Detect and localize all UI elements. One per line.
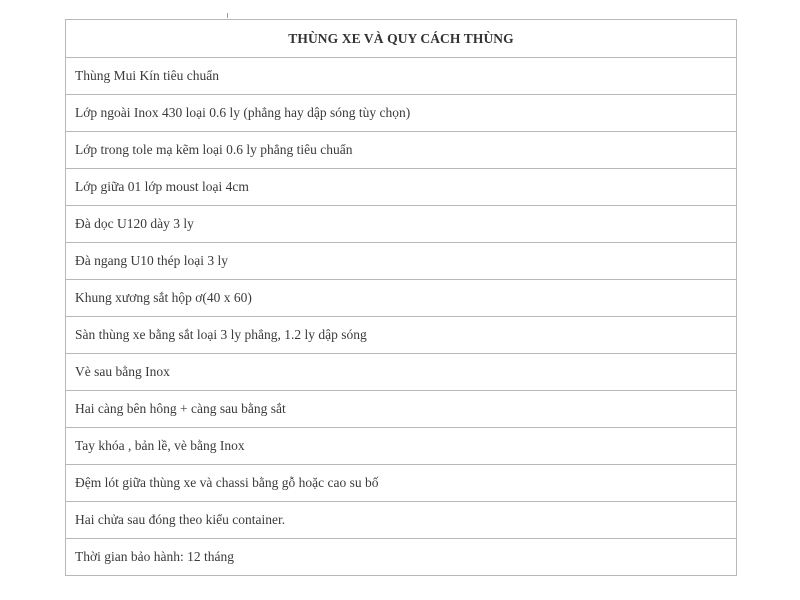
table-row xyxy=(66,169,737,206)
table-row xyxy=(66,95,737,132)
table-cell: Thời gian bảo hành: 12 tháng xyxy=(66,539,737,576)
table-cell: Tay khóa , bản lề, vè bằng Inox xyxy=(66,428,737,465)
table-cell: Khung xương sắt hộp ơ(40 x 60) xyxy=(66,280,737,317)
truck-body-spec-table xyxy=(65,19,737,576)
table-row xyxy=(66,354,737,391)
table-cell: Đà ngang U10 thép loại 3 ly xyxy=(66,243,737,280)
cursor-tick xyxy=(227,13,228,18)
table-cell: Hai chửa sau đóng theo kiểu container. xyxy=(66,502,737,539)
table-row xyxy=(66,391,737,428)
table-row xyxy=(66,206,737,243)
table-row xyxy=(66,317,737,354)
table-header: THÙNG XE VÀ QUY CÁCH THÙNG xyxy=(66,20,737,58)
table-row xyxy=(66,502,737,539)
table-cell: Lớp trong tole mạ kẽm loại 0.6 ly phẳng tiêu chuẩn xyxy=(66,132,737,169)
table-row xyxy=(66,280,737,317)
table-row xyxy=(66,58,737,95)
table-header-row xyxy=(66,20,737,58)
table-cell: Vè sau bằng Inox xyxy=(66,354,737,391)
table-row xyxy=(66,243,737,280)
table-row xyxy=(66,428,737,465)
table-cell: Lớp ngoài Inox 430 loại 0.6 ly (phẳng hay dập sóng tùy chọn) xyxy=(66,95,737,132)
table-cell: Đà dọc U120 dày 3 ly xyxy=(66,206,737,243)
table-row xyxy=(66,465,737,502)
table-cell: Hai càng bên hông + càng sau bằng sắt xyxy=(66,391,737,428)
table-cell: Sàn thùng xe bằng sắt loại 3 ly phẳng, 1.2 ly dập sóng xyxy=(66,317,737,354)
table-cell: Đệm lót giữa thùng xe và chassi bằng gỗ hoặc cao su bố xyxy=(66,465,737,502)
table-row xyxy=(66,132,737,169)
spec-table-container xyxy=(65,19,737,576)
table-cell: Lớp giữa 01 lớp moust loại 4cm xyxy=(66,169,737,206)
table-row xyxy=(66,539,737,576)
table-cell: Thùng Mui Kín tiêu chuẩn xyxy=(66,58,737,95)
